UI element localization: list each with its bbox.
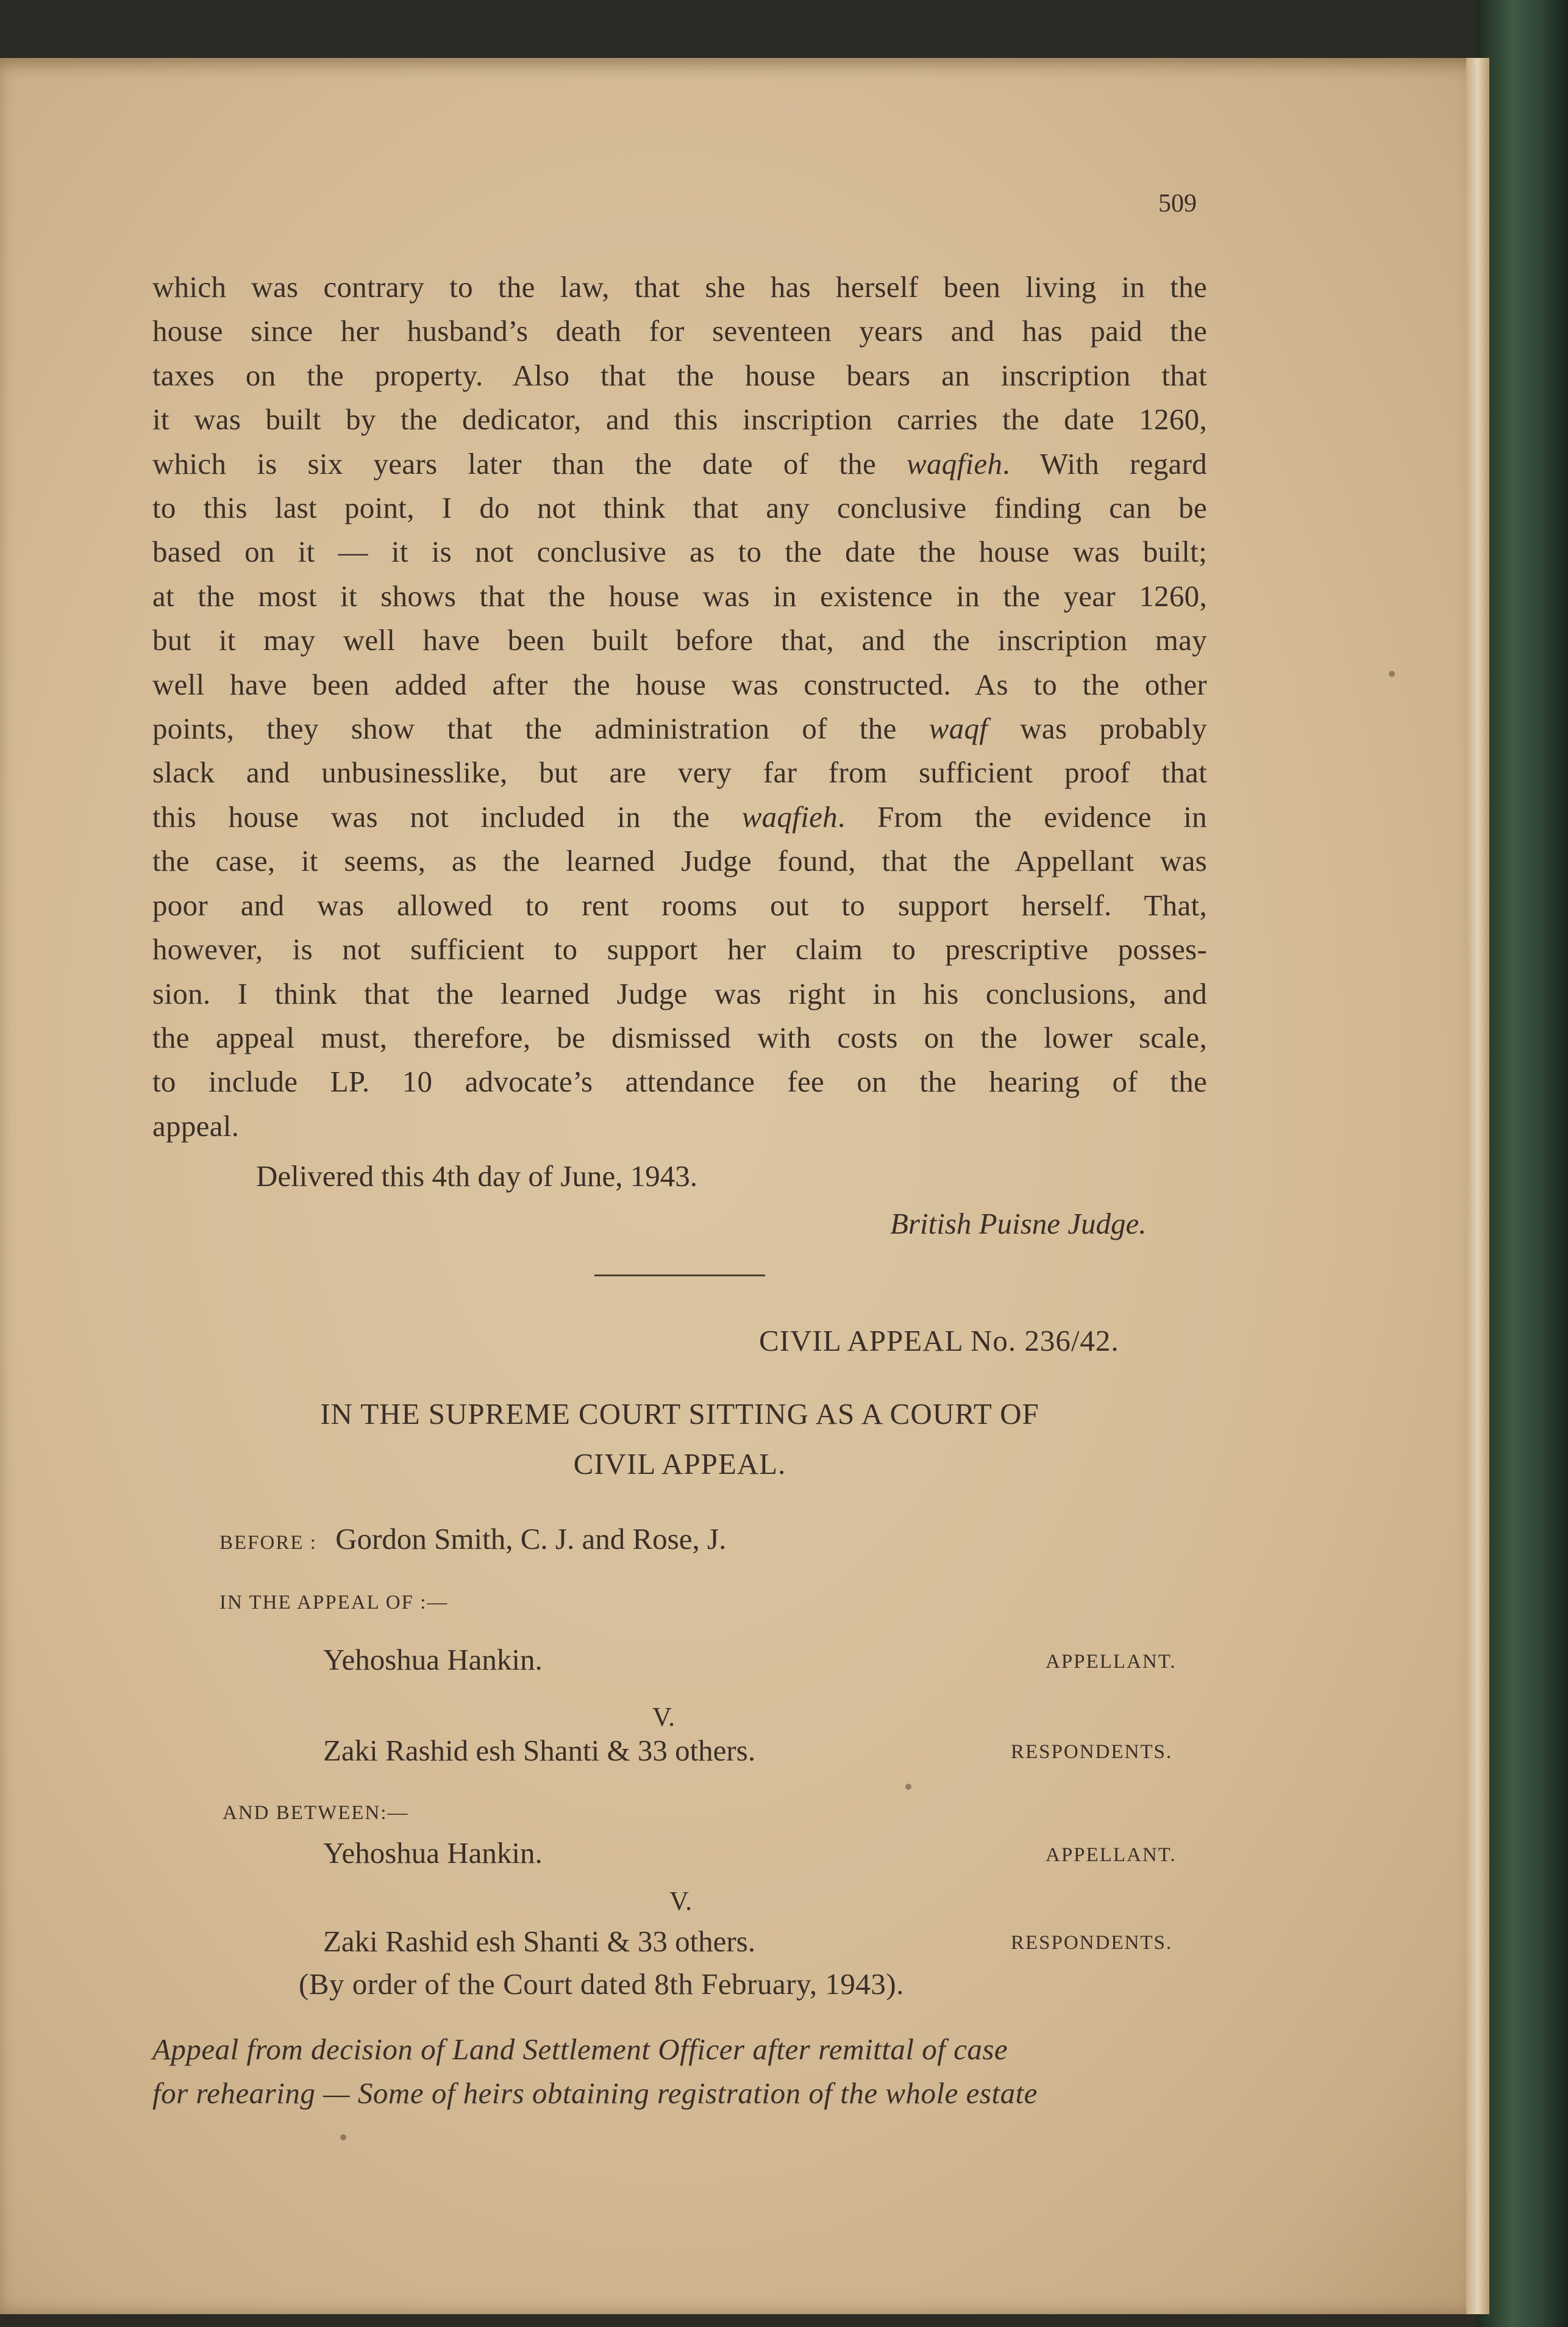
- in-appeal-label: IN THE APPEAL OF :—: [219, 1592, 449, 1614]
- versus-label: V.: [669, 1886, 693, 1916]
- body-text: [152, 265, 1207, 1148]
- appeal-number: CIVIL APPEAL No. 236/42.: [759, 1324, 1119, 1357]
- delivered-line: Delivered this 4th day of June, 1943.: [256, 1159, 697, 1193]
- body-line: which was contrary to the law, that she has herself been living in the: [152, 270, 1207, 304]
- body-line: the appeal must, therefore, be dismissed with costs on the lower scale,: [152, 1020, 1207, 1054]
- body-line: based on it — it is not conclusive as to the date the house was built;: [152, 535, 1207, 569]
- appellant-name: Yehoshua Hankin.: [323, 1836, 543, 1870]
- respondents-role: RESPONDENTS.: [1011, 1741, 1173, 1763]
- body-line: however, is not sufficient to support her claim to prescriptive posses-: [152, 932, 1207, 967]
- paper-spot: [340, 2134, 346, 2140]
- body-line: this house was not included in the waqfieh. From the evidence in: [152, 799, 1207, 834]
- body-line: house since her husband’s death for seventeen years and has paid the: [152, 314, 1207, 348]
- before-label: BEFORE :: [219, 1532, 317, 1554]
- appellant-role: APPELLANT.: [1046, 1651, 1177, 1673]
- bench-line: [219, 1521, 726, 1556]
- court-title: [152, 1389, 1207, 1489]
- appellant-name: Yehoshua Hankin.: [323, 1643, 543, 1676]
- body-line: taxes on the property. Also that the house bears an inscription that: [152, 358, 1207, 392]
- page-stack-edge: [1466, 58, 1489, 2314]
- body-line: points, they show that the administration of the waqf was probably: [152, 712, 1207, 746]
- headnote-line: for rehearing — Some of heirs obtaining registration of the whole estate: [152, 2076, 1038, 2110]
- court-order-note: (By order of the Court dated 8th February, 1943).: [299, 1967, 904, 2001]
- body-line: it was built by the dedicator, and this inscription carries the date 1260,: [152, 402, 1207, 437]
- headnote-line: Appeal from decision of Land Settlement Officer after remittal of case: [152, 2032, 1008, 2066]
- book-cover-edge: [1477, 0, 1568, 2327]
- paper-spot: [1389, 671, 1395, 677]
- body-line: to include LP. 10 advocate’s attendance fee on the hearing of the: [152, 1065, 1207, 1099]
- body-line: to this last point, I do not think that any conclusive finding can be: [152, 491, 1207, 525]
- versus-label: V.: [652, 1702, 675, 1732]
- body-line: which is six years later than the date of the waqfieh. With regard: [152, 446, 1207, 481]
- appellant-role: APPELLANT.: [1046, 1844, 1177, 1866]
- court-title-line: IN THE SUPREME COURT SITTING AS A COURT OF: [320, 1397, 1039, 1431]
- respondents-role: RESPONDENTS.: [1011, 1932, 1173, 1954]
- and-between-label: AND BETWEEN:—: [223, 1802, 409, 1824]
- headnote: [152, 2028, 1219, 2115]
- section-divider: [594, 1274, 765, 1276]
- body-line: at the most it shows that the house was in existence in the year 1260,: [152, 579, 1207, 613]
- paper-spot: [905, 1784, 911, 1790]
- body-line: but it may well have been built before that, and the inscription may: [152, 623, 1207, 657]
- body-line: sion. I think that the learned Judge was right in his conclusions, and: [152, 976, 1207, 1010]
- judge-signature: British Puisne Judge.: [890, 1207, 1147, 1240]
- body-line: poor and was allowed to rent rooms out to support herself. That,: [152, 888, 1207, 922]
- bench-judges: Gordon Smith, C. J. and Rose, J.: [335, 1522, 727, 1556]
- body-line: appeal.: [152, 1109, 240, 1143]
- page-number: 509: [1158, 190, 1197, 218]
- respondent-name: Zaki Rashid esh Shanti & 33 others.: [323, 1925, 756, 1958]
- body-line: well have been added after the house was constructed. As to the other: [152, 667, 1207, 701]
- respondent-name: Zaki Rashid esh Shanti & 33 others.: [323, 1734, 756, 1767]
- body-line: slack and unbusinesslike, but are very far from sufficient proof that: [152, 756, 1207, 790]
- court-title-line: CIVIL APPEAL.: [573, 1447, 786, 1481]
- body-line: the case, it seems, as the learned Judge found, that the Appellant was: [152, 844, 1207, 878]
